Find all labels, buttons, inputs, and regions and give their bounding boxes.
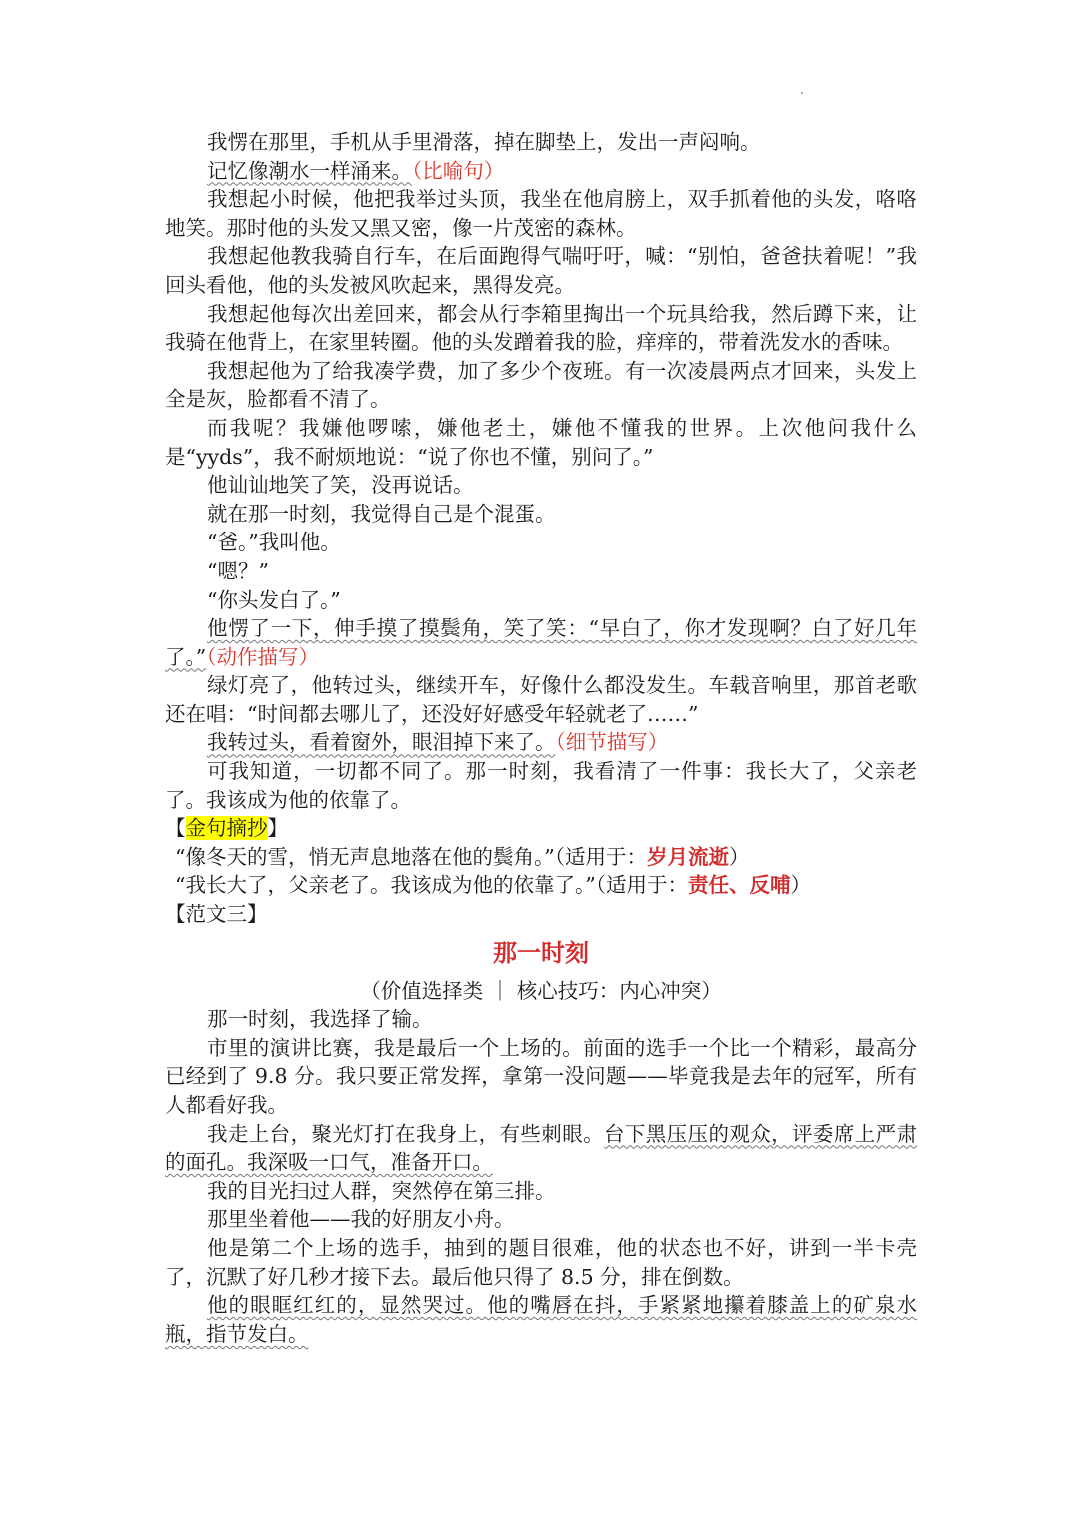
essay-title: 那一时刻 bbox=[493, 938, 589, 967]
paragraph: 市里的演讲比赛，我是最后一个上场的。前面的选手一个比一个精彩，最高分已经到了 9.8 分。我只要正常发挥，拿第一没问题——毕竟我是去年的冠军，所有人都看好我。 bbox=[165, 1035, 917, 1117]
essay-subtitle: （价值选择类 ｜ 核心技巧：内心冲突） bbox=[360, 978, 722, 1003]
quote-text: “像冬天的雪，悄无声息地落在他的鬓角。”（适用于： bbox=[175, 844, 647, 869]
paragraph bbox=[165, 1291, 917, 1348]
paragraph: 而我呢？我嫌他啰嗦，嫌他老土，嫌他不懂我的世界。上次他问我什么是“yyds”，我不耐烦地说：“说了你也不懂，别问了。” bbox=[165, 415, 917, 469]
paragraph: 那里坐着他——我的好朋友小舟。 bbox=[207, 1207, 515, 1232]
paragraph: 就在那一时刻，我觉得自己是个混蛋。 bbox=[207, 501, 556, 526]
paragraph bbox=[165, 614, 917, 671]
paragraph: 我的目光扫过人群，突然停在第三排。 bbox=[207, 1178, 556, 1203]
quote-item bbox=[165, 871, 917, 900]
underlined-sentence: 我转过头，看着窗外，眼泪掉下来了。 bbox=[207, 730, 556, 755]
sentence: 我走上台，聚光灯打在我身上，有些刺眼。 bbox=[207, 1121, 604, 1146]
document-page bbox=[165, 128, 917, 1348]
quote-end: ） bbox=[728, 844, 750, 869]
paragraph: 我想起小时候，他把我举过头顶，我坐在他肩膀上，双手抓着他的头发，咯咯地笑。那时他的头发又黑又密，像一片茂密的森林。 bbox=[165, 187, 917, 240]
quote-tag: 岁月流逝 bbox=[646, 844, 729, 869]
paragraph: 那一时刻，我选择了输。 bbox=[207, 1007, 433, 1032]
underlined-sentence: 他愣了一下，伸手摸了摸鬓角，笑了笑：“早白了，你才发现啊？白了好几年了。” bbox=[165, 616, 917, 669]
underlined-sentence: 台下黑压压的观众，评委席上严肃的面孔。我深吸一口气，准备开口。 bbox=[165, 1121, 917, 1175]
quote-text: “我长大了，父亲老了。我该成为他的依靠了。”（适用于： bbox=[175, 873, 688, 898]
quote-end: ） bbox=[790, 873, 811, 898]
annotation-label: （细节描写） bbox=[555, 730, 669, 755]
paragraph: 绿灯亮了，他转过头，继续开车，好像什么都没发生。车载音响里，那首老歌还在唱：“时间都去哪儿了，还没好好感受年轻就老了……” bbox=[165, 673, 917, 726]
dialogue-line: “爸。”我叫他。 bbox=[207, 530, 341, 555]
scan-speck bbox=[801, 92, 803, 94]
quotes-heading bbox=[165, 814, 917, 843]
underlined-sentence: 他的眼眶红红的，显然哭过。他的嘴唇在抖，手紧紧地攥着膝盖上的矿泉水瓶，指节发白。 bbox=[165, 1293, 917, 1346]
annotation-label: （比喻句） bbox=[412, 158, 505, 183]
quote-tag: 责任、反哺 bbox=[687, 873, 791, 898]
bracket-close: 】 bbox=[267, 816, 288, 841]
paragraph bbox=[165, 728, 917, 757]
paragraph bbox=[165, 157, 917, 186]
paragraph: 我想起他为了给我凑学费，加了多少个夜班。有一次凌晨两点才回来，头发上全是灰，脸都看不清了。 bbox=[165, 358, 917, 412]
paragraph: 他讪讪地笑了笑，没再说话。 bbox=[207, 473, 474, 498]
paragraph: 他是第二个上场的选手，抽到的题目很难，他的状态也不好，讲到一半卡壳了，沉默了好几秒才接下去。最后他只得了 8.5 分，排在倒数。 bbox=[165, 1235, 917, 1289]
paragraph: 我愣在那里，手机从手里滑落，掉在脚垫上，发出一声闷响。 bbox=[207, 130, 761, 154]
dialogue-line: “你头发白了。” bbox=[207, 587, 341, 612]
annotation-label: （动作描写） bbox=[206, 644, 319, 669]
paragraph bbox=[165, 1120, 917, 1177]
underlined-sentence: 记忆像潮水一样涌来。 bbox=[207, 158, 412, 183]
essay-label: 【范文三】 bbox=[165, 902, 268, 927]
highlighted-heading: 金句摘抄 bbox=[185, 816, 268, 841]
bracket-open: 【 bbox=[165, 816, 186, 841]
paragraph: 我想起他每次出差回来，都会从行李箱里掏出一个玩具给我，然后蹲下来，让我骑在他背上，在家里转圈。他的头发蹭着我的脸，痒痒的，带着洗发水的香味。 bbox=[165, 301, 917, 355]
quote-item bbox=[165, 843, 917, 872]
paragraph: 我想起他教我骑自行车，在后面跑得气喘吁吁，喊：“别怕，爸爸扶着呢！”我回头看他，他的头发被风吹起来，黑得发亮。 bbox=[165, 244, 917, 297]
paragraph: 可我知道，一切都不同了。那一时刻，我看清了一件事：我长大了，父亲老了。我该成为他的依靠了。 bbox=[165, 759, 917, 812]
dialogue-line: “嗯？” bbox=[207, 558, 269, 583]
